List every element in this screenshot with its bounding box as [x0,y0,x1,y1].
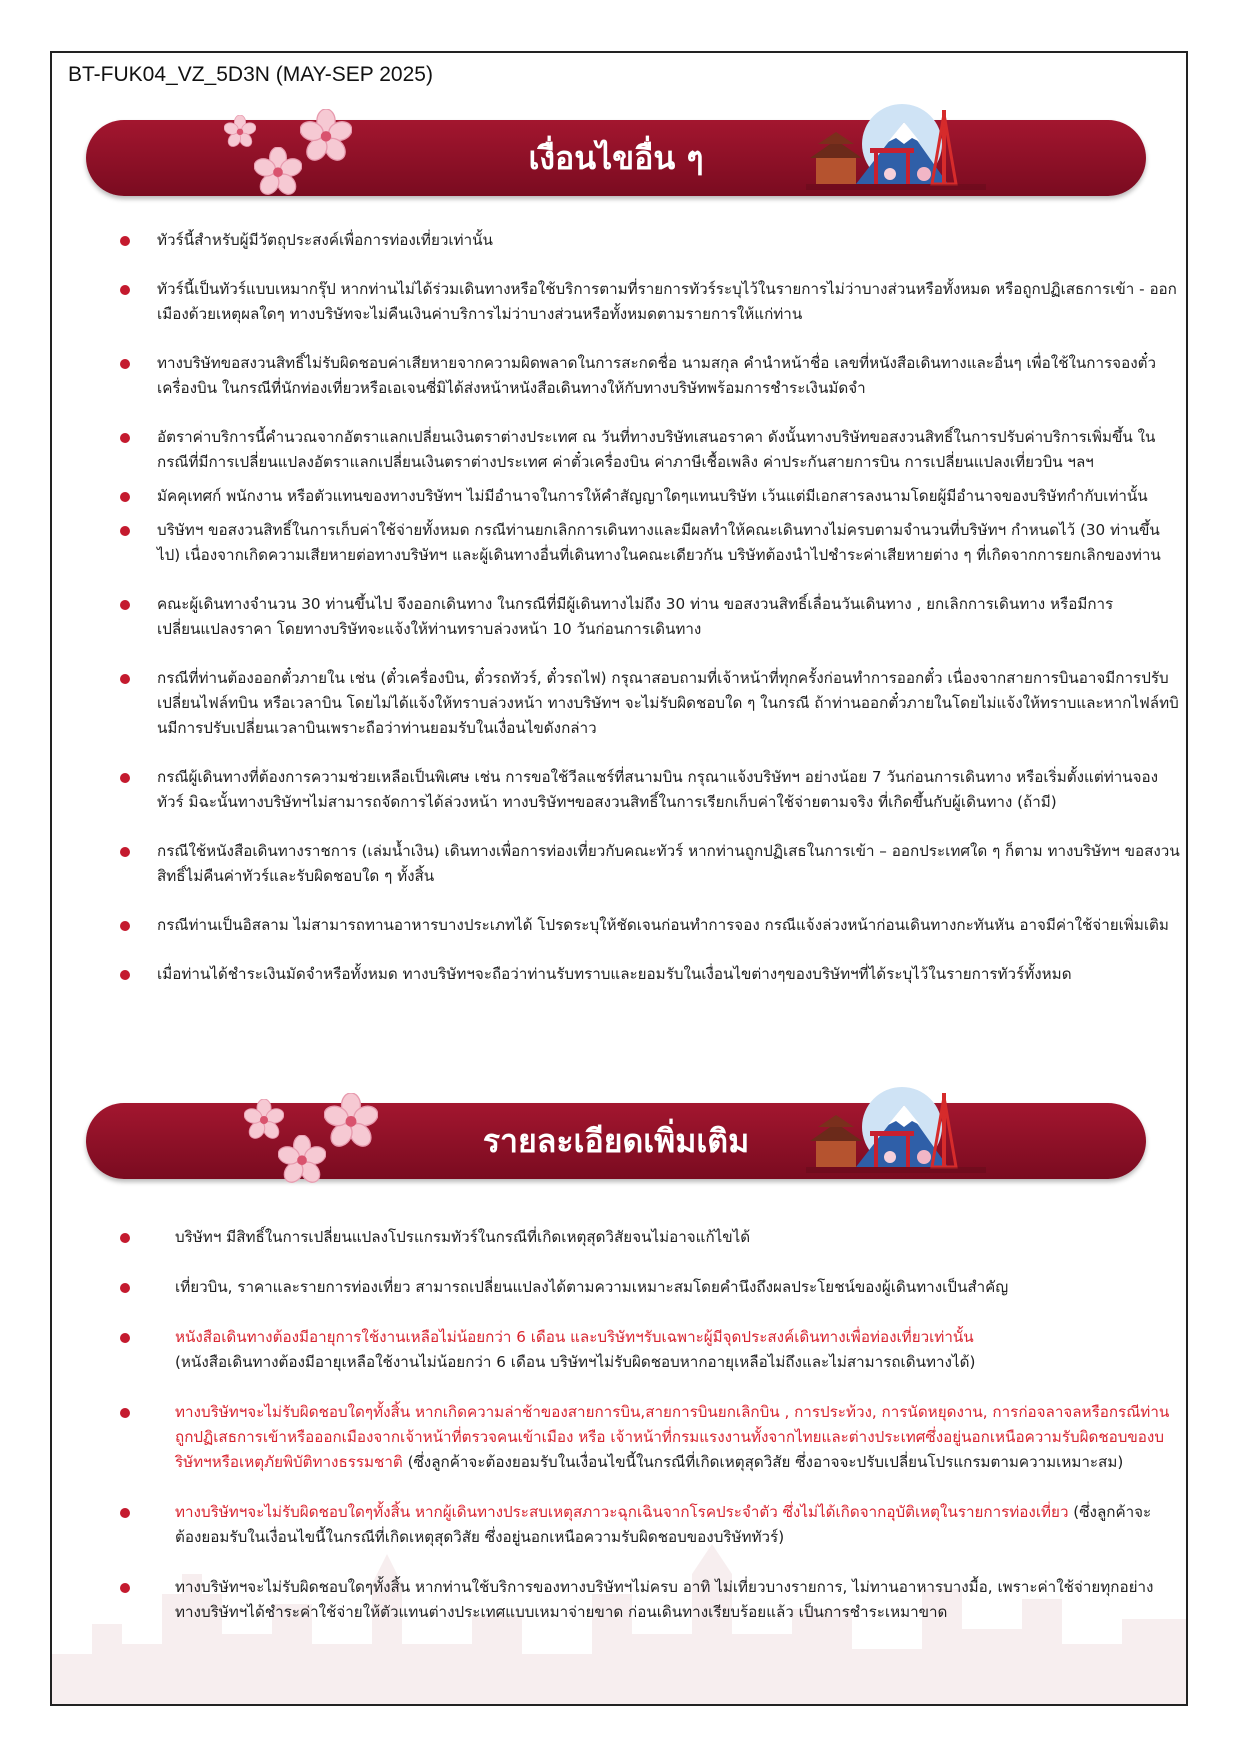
item-text: (หนังสือเดินทางต้องมีอายุเหลือใช้งานไม่น้อยกว่า 6 เดือน บริษัทฯไม่รับผิดชอบหากอายุเหลือไม่ถึงและไม่สามารถเดินทางได้) [175,1353,976,1371]
cherry-blossom-icon [224,115,256,147]
list-item: มัคคุเทศก์ พนักงาน หรือตัวแทนของทางบริษัทฯ ไม่มีอำนาจในการให้คำสัญญาใดๆแทนบริษัท เว้นแต่มีเอกสารลงนามโดยผู้มีอำนาจของบริษัทกำกับเท่านั้น [120,484,1180,509]
item-text: บริษัทฯ มีสิทธิ์ในการเปลี่ยนแปลงโปรแกรมทัวร์ในกรณีที่เกิดเหตุสุดวิสัยจนไม่อาจแก้ไขได้ [175,1228,751,1246]
list-item: ทัวร์นี้เป็นทัวร์แบบเหมากรุ๊ป หากท่านไม่ได้ร่วมเดินทางหรือใช้บริการตามที่รายการทัวร์ระบุไว้ในรายการไม่ว่าบางส่วนหรือทั้งหมด หรือถูกปฏิเสธการเข้า - ออกเมืองด้วยเหตุผลใดๆ ทางบริษัทจะไม่คืนเงินค่าบริการไม่ว่าบางส่วนหรือทั้งหมดตามรายการให้แก่ท่าน [120,277,1180,327]
list-item [120,1400,1170,1475]
list-item: ทางบริษัทขอสงวนสิทธิ์ไม่รับผิดชอบค่าเสียหายจากความผิดพลาดในการสะกดชื่อ นามสกุล คำนำหน้าชื่อ เลขที่หนังสือเดินทางและอื่นๆ เพื่อใช้ในการจองตั๋วเครื่องบิน ในกรณีที่นักท่องเที่ยวหรือเอเจนซี่มิได้ส่งหน้าหนังสือเดินทางให้กับทางบริษัทพร้อมการชำระเงินมัดจำ [120,351,1180,401]
list-item: กรณีใช้หนังสือเดินทางราชการ (เล่มน้ำเงิน) เดินทางเพื่อการท่องเที่ยวกับคณะทัวร์ หากท่านถูกปฏิเสธในการเข้า – ออกประเทศใด ๆ ก็ตาม ทางบริษัทฯ ขอสงวนสิทธิ์ไม่คืนค่าทัวร์และรับผิดชอบใด ๆ ทั้งสิ้น [120,839,1180,889]
cherry-blossom-icon [244,1099,284,1139]
list-item: คณะผู้เดินทางจำนวน 30 ท่านขึ้นไป จึงออกเดินทาง ในกรณีที่มีผู้เดินทางไม่ถึง 30 ท่าน ขอสงวนสิทธิ์เลื่อนวันเดินทาง , ยกเลิกการเดินทาง หรือมีการเปลี่ยนแปลงราคา โดยทางบริษัทจะแจ้งให้ท่านทราบล่วงหน้า 10 วันก่อนการเดินทาง [120,592,1180,642]
list-item: กรณีผู้เดินทางที่ต้องการความช่วยเหลือเป็นพิเศษ เช่น การขอใช้วีลแชร์ที่สนามบิน กรุณาแจ้งบริษัทฯ อย่างน้อย 7 วันก่อนการเดินทาง หรือเริ่มตั้งแต่ท่านจองทัวร์ มิฉะนั้นทางบริษัทฯไม่สามารถจัดการได้ล่วงหน้า ทางบริษัทฯขอสงวนสิทธิ์ในการเรียกเก็บค่าใช้จ่ายตามจริง ที่เกิดขึ้นกับผู้เดินทาง (ถ้ามี) [120,765,1180,815]
section-title-conditions: เงื่อนไขอื่น ๆ [528,139,704,177]
cherry-blossom-icon [300,109,352,161]
list-item: อัตราค่าบริการนี้คำนวณจากอัตราแลกเปลี่ยนเงินตราต่างประเทศ ณ วันที่ทางบริษัทเสนอราคา ดังนั้นทางบริษัทขอสงวนสิทธิ์ในการปรับค่าบริการเพิ่มขึ้น ในกรณีที่มีการเปลี่ยนแปลงอัตราแลกเปลี่ยนเงินตราต่างประเทศ ค่าตั๋วเครื่องบิน ค่าภาษีเชื้อเพลิง ค่าประกันสายการบิน การเปลี่ยนแปลงเที่ยวบิน ฯลฯ [120,425,1180,475]
item-text: เที่ยวบิน, ราคาและรายการท่องเที่ยว สามารถเปลี่ยนแปลงได้ตามความเหมาะสมโดยคำนึงถึงผลประโยชน์ของผู้เดินทางเป็นสำคัญ [175,1278,1009,1296]
item-highlight-text: ทางบริษัทฯจะไม่รับผิดชอบใดๆทั้งสิ้น หากเกิดความล่าช้าของสายการบิน,สายการบินยกเลิกบิน , การประท้วง, การนัดหยุดงาน, การก่อจลาจลหรือกรณีท่านถูกปฏิเสธการเข้าหรือออกเมืองจากเจ้าหน้าที่ตรวจคนเข้าเมือง หรือ เจ้าหน้าที่กรมแรงงานทั้งจากไทยและต่างประเทศซึ่งอยู่นอกเหนือความรับผิดชอบของบริษัทฯหรือเหตุภัยพิบัติทางธรรมชาติ [175,1403,1170,1471]
cherry-blossom-icon [278,1135,326,1183]
list-item: กรณีท่านเป็นอิสลาม ไม่สามารถทานอาหารบางประเภทได้ โปรดระบุให้ชัดเจนก่อนทำการจอง กรณีแจ้งล่วงหน้าก่อนเดินทางกะทันหัน อาจมีค่าใช้จ่ายเพิ่มเติม [120,913,1180,938]
list-item: ทัวร์นี้สำหรับผู้มีวัตถุประสงค์เพื่อการท่องเที่ยวเท่านั้น [120,228,1180,253]
conditions-list [120,228,1180,987]
item-highlight-text: ทางบริษัทฯจะไม่รับผิดชอบใดๆทั้งสิ้น หากผู้เดินทางประสบเหตุสภาวะฉุกเฉินจากโรคประจำตัว ซึ่งไม่ได้เกิดจากอุบัติเหตุในรายการท่องเที่ยว [175,1503,1069,1521]
item-text: (ซึ่งลูกค้าจะต้องยอมรับในเงื่อนไขนี้ในกรณีที่เกิดเหตุสุดวิสัย ซึ่งอาจจะปรับเปลี่ยนโปรแกรมตามความเหมาะสม) [402,1453,1124,1471]
japan-landmark-icon [806,92,986,196]
list-item [120,1325,1170,1375]
list-item [120,1500,1170,1550]
cherry-blossom-icon [324,1093,378,1147]
list-item: เมื่อท่านได้ชำระเงินมัดจำหรือทั้งหมด ทางบริษัทฯจะถือว่าท่านรับทราบและยอมรับในเงื่อนไขต่างๆของบริษัทฯที่ได้ระบุไว้ในรายการทัวร์ทั้งหมด [120,962,1180,987]
list-item: บริษัทฯ ขอสงวนสิทธิ์ในการเก็บค่าใช้จ่ายทั้งหมด กรณีท่านยกเลิกการเดินทางและมีผลทำให้คณะเดินทางไม่ครบตามจำนวนที่บริษัทฯ กำหนดไว้ (30 ท่านขึ้นไป) เนื่องจากเกิดความเสียหายต่อทางบริษัทฯ และผู้เดินทางอื่นที่เดินทางในคณะเดียวกัน บริษัทต้องนำไปชำระค่าเสียหายต่าง ๆ ที่เกิดจากการยกเลิกของท่าน [120,518,1180,568]
details-list [120,1225,1170,1625]
item-text: ทางบริษัทฯจะไม่รับผิดชอบใดๆทั้งสิ้น หากท่านใช้บริการของทางบริษัทฯไม่ครบ อาทิ ไม่เที่ยวบางรายการ, ไม่ทานอาหารบางมื้อ, เพราะค่าใช้จ่ายทุกอย่างทางบริษัทฯได้ชำระค่าใช้จ่ายให้ตัวแทนต่างประเทศแบบเหมาจ่ายขาด ก่อนเดินทางเรียบร้อยแล้ว เป็นการชำระเหมาขาด [175,1578,1154,1621]
list-item [120,1225,1170,1250]
japan-landmark-icon [806,1075,986,1179]
cherry-blossom-icon [254,147,302,195]
item-highlight-text: หนังสือเดินทางต้องมีอายุการใช้งานเหลือไม่น้อยกว่า 6 เดือน และบริษัทฯรับเฉพาะผู้มีจุดประสงค์เดินทางเพื่อท่องเที่ยวเท่านั้น [175,1328,974,1346]
tour-code: BT-FUK04_VZ_5D3N (MAY-SEP 2025) [68,63,433,86]
list-item [120,1275,1170,1300]
list-item [120,1575,1170,1625]
item-text: (ซึ่งลูกค้าจะต้องยอมรับในเงื่อนไขนี้ในกรณีที่เกิดเหตุสุดวิสัย ซึ่งอยู่นอกเหนือความรับผิดชอบของบริษัททัวร์) [175,1503,1152,1546]
section-title-details: รายละเอียดเพิ่มเติม [482,1122,750,1160]
page-frame [50,51,1188,1706]
list-item: กรณีที่ท่านต้องออกตั๋วภายใน เช่น (ตั๋วเครื่องบิน, ตั๋วรถทัวร์, ตั๋วรถไฟ) กรุณาสอบถามที่เจ้าหน้าที่ทุกครั้งก่อนทำการออกตั๋ว เนื่องจากสายการบินอาจมีการปรับเปลี่ยนไฟล์ทบิน หรือเวลาบิน โดยไม่ได้แจ้งให้ทราบล่วงหน้า ทางบริษัทฯ จะไม่รับผิดชอบใด ๆ ในกรณี ถ้าท่านออกตั๋วภายในโดยไม่แจ้งให้ทราบและหากไฟล์ทบินมีการปรับเปลี่ยนเวลาบินเพราะถือว่าท่านยอมรับในเงื่อนไขดังกล่าว [120,666,1180,741]
